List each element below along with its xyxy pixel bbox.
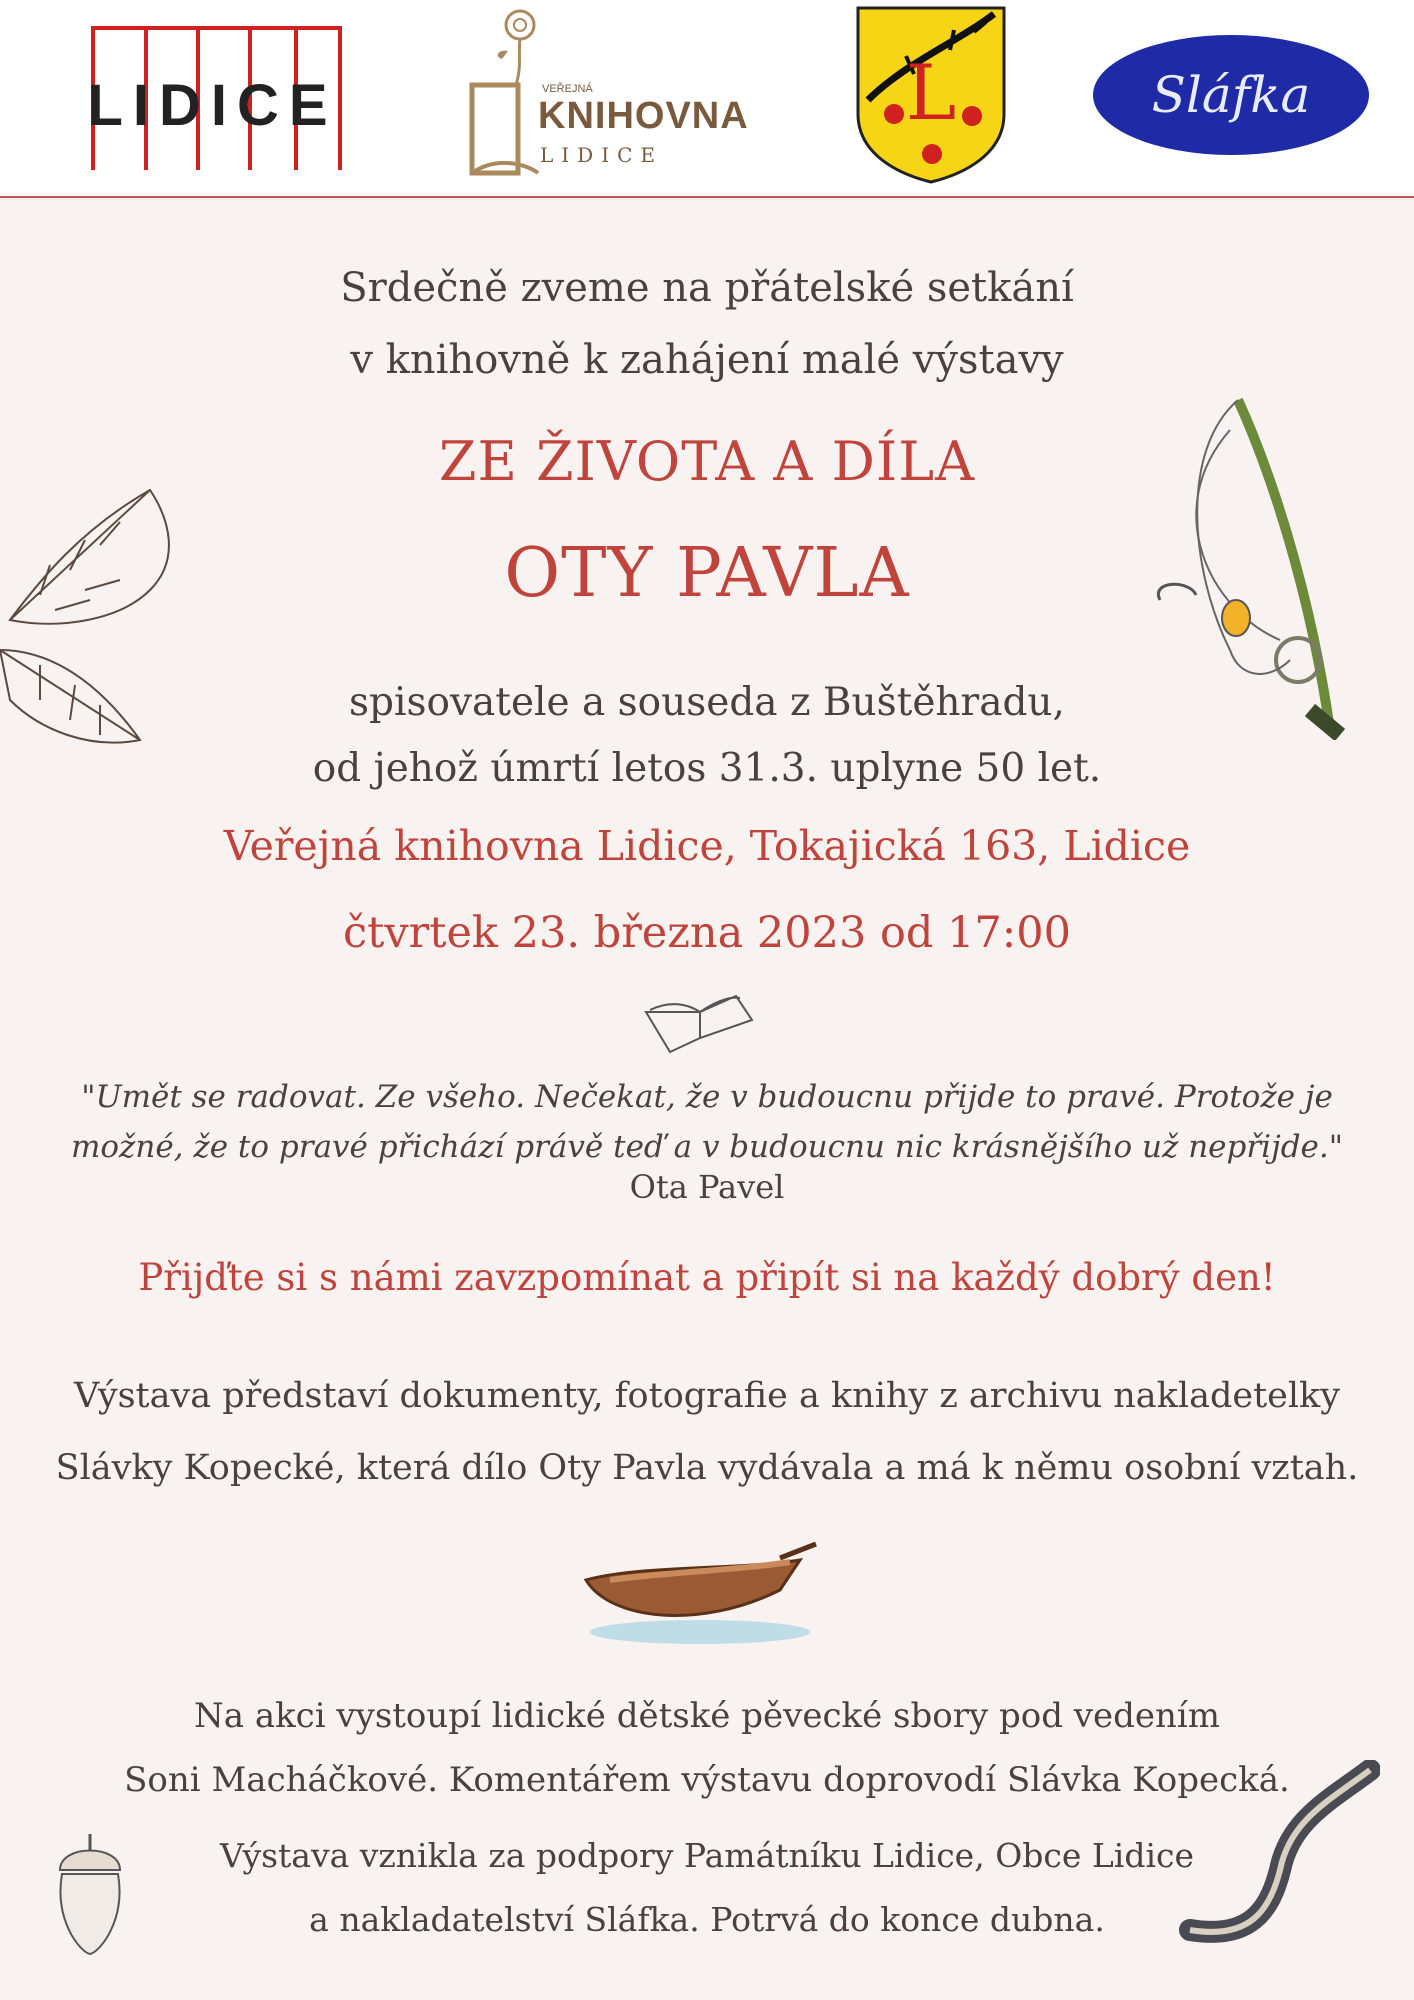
quote-text [0, 1072, 1414, 1172]
knihovna-logo-title: KNIHOVNA [538, 95, 749, 137]
lidice-logo-text: LIDICE [87, 73, 338, 138]
venue-text: Veřejná knihovna Lidice, Tokajická 163, Lidice [223, 822, 1191, 870]
slafka-logo [1090, 30, 1372, 160]
knihovna-logo-pretext: VEŘEJNÁ [542, 83, 593, 95]
invite-text: Přijďte si s námi zavzpomínat a připít si na každý dobrý den! [138, 1256, 1276, 1299]
open-book-icon [640, 990, 760, 1060]
choirs-line-1: Na akci vystoupí lidické dětské pěvecké sbory pod vedením [193, 1696, 1221, 1736]
title-line-1: ZE ŽIVOTA A DÍLA [438, 430, 976, 493]
header-bar [0, 0, 1414, 198]
knihovna-logo-subtitle: LIDICE [540, 143, 664, 167]
quote-line-2: možné, že to pravé přichází právě teď a v budoucnu nic krásnějšího už nepřijde." [70, 1129, 1344, 1165]
lidice-logo [40, 20, 385, 170]
crest-letter: L [905, 48, 957, 137]
description-line-2: Slávky Kopecké, která dílo Oty Pavla vydávala a má k němu osobní vztah. [55, 1448, 1359, 1488]
description-text [0, 1360, 1414, 1504]
rowing-boat-icon [580, 1520, 820, 1650]
support-line-1: Výstava vznikla za podpory Památníku Lidice, Obce Lidice [219, 1836, 1195, 1875]
intro-text [0, 252, 1414, 396]
subtitle-line-2: od jehož úmrtí letos 31.3. uplyne 50 let. [312, 746, 1102, 791]
subtitle-line-1: spisovatele a souseda z Buštěhradu, [349, 680, 1065, 725]
quote-author: Ota Pavel [629, 1168, 785, 1206]
subtitle-text [0, 670, 1414, 802]
description-line-1: Výstava představí dokumenty, fotografie a knihy z archivu nakladetelky [73, 1376, 1341, 1416]
lidice-crest [854, 4, 1008, 184]
knihovna-logo [458, 5, 749, 185]
choirs-text [0, 1684, 1414, 1812]
intro-line-1: Srdečně zveme na přátelské setkání [340, 265, 1074, 311]
slafka-logo-text: Sláfka [1151, 66, 1311, 124]
choirs-line-2: Soni Macháčkové. Komentářem výstavu doprovodí Slávka Kopecká. [124, 1760, 1290, 1800]
support-line-2: a nakladatelství Sláfka. Potrvá do konce dubna. [309, 1900, 1105, 1939]
quote-line-1: "Umět se radovat. Ze všeho. Nečekat, že v budoucnu přijde to pravé. Protože je [81, 1079, 1333, 1115]
intro-line-2: v knihovně k zahájení malé výstavy [350, 337, 1064, 383]
title-line-2: OTY PAVLA [504, 534, 910, 613]
support-text [0, 1824, 1414, 1952]
event-date: čtvrtek 23. března 2023 od 17:00 [343, 908, 1071, 958]
